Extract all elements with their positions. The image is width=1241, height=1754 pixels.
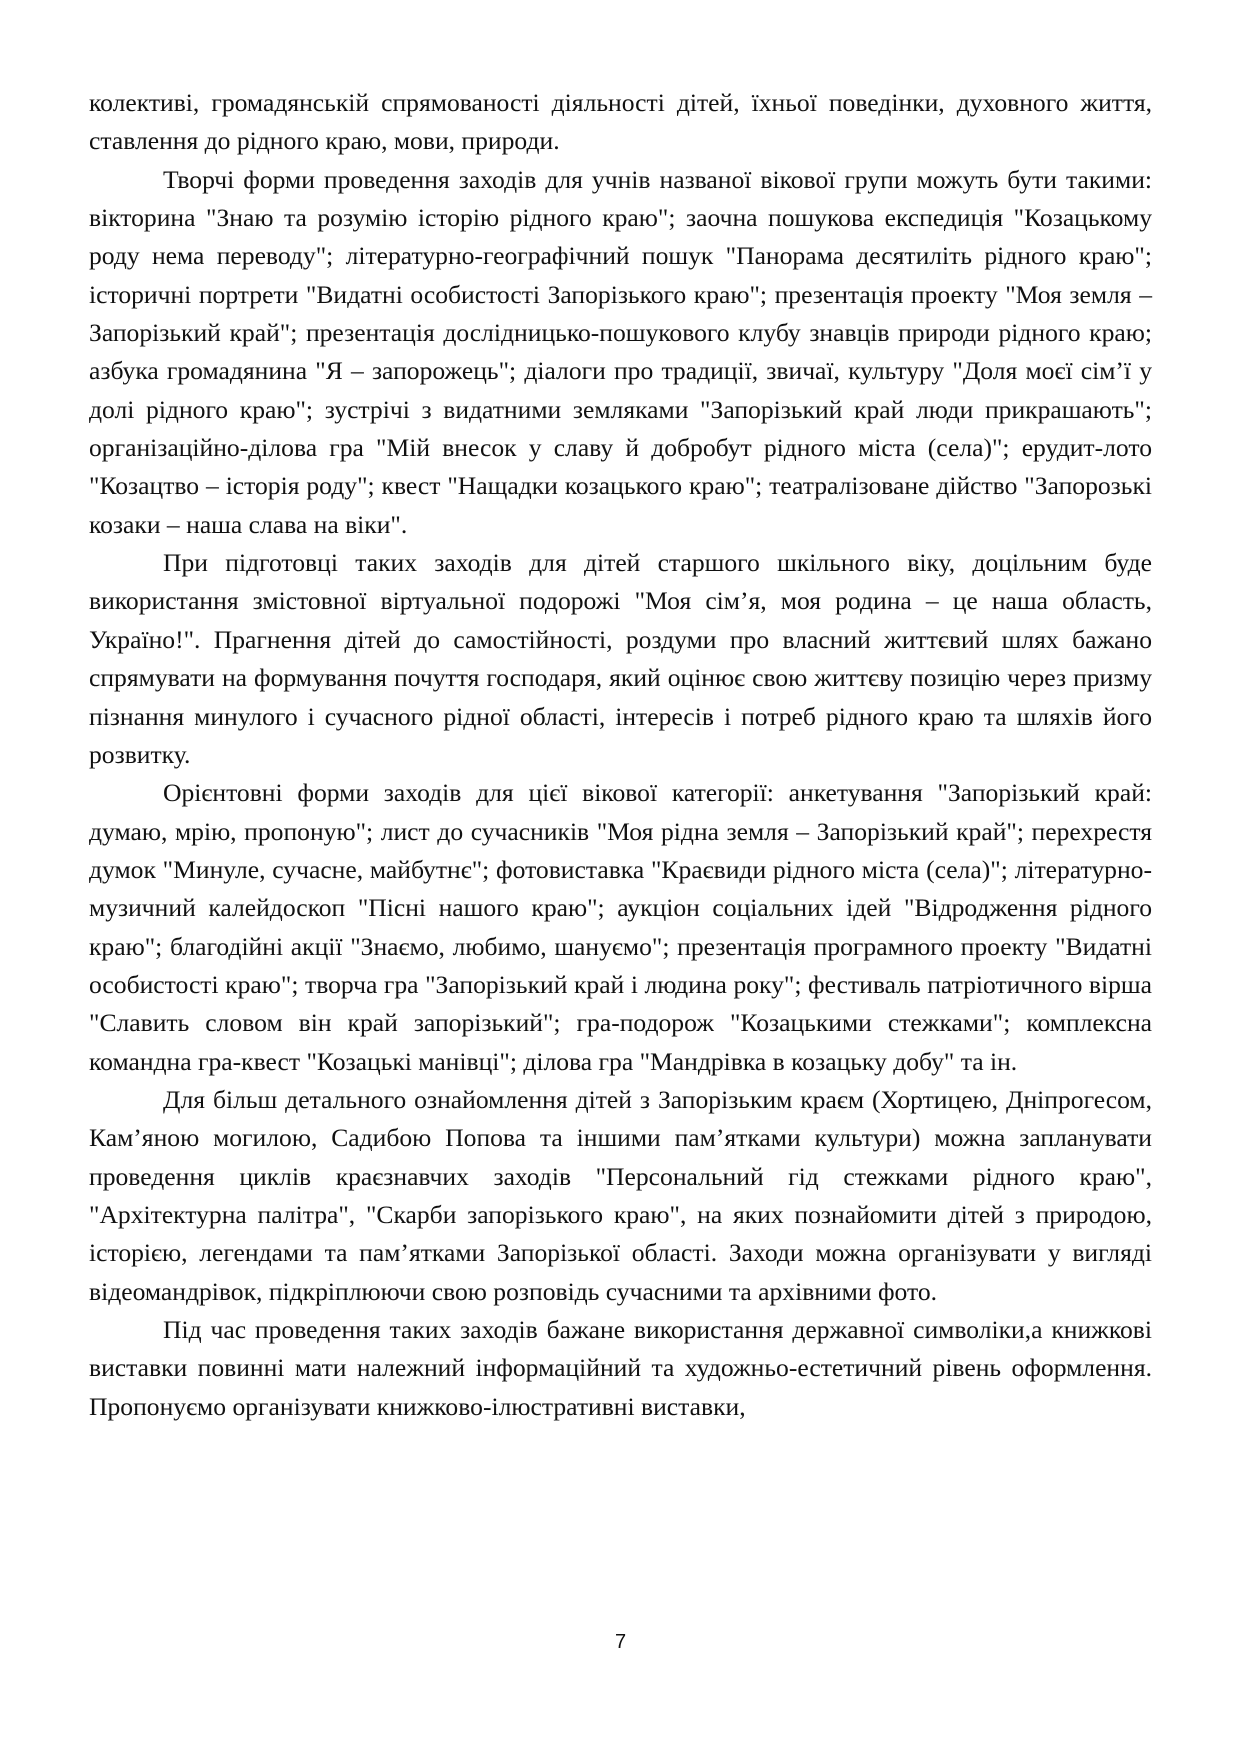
paragraph-creative-forms: Творчі форми проведення заходів для учнів названої вікової групи можуть бути такими: вікторина "Знаю та розумію історію рідного краю"; заочна пошукова експедиція "Козацькому роду нема переводу"; літературно-географічний пошук "Панорама десятиліть рідного краю"; історичні портрети "Видатні особистості Запорізького краю"; презентація проекту "Моя земля – Запорізький край"; презентація дослідницько-пошукового клубу знавців природи рідного краю; азбука громадянина "Я – запорожець"; діалоги про традиції, звичаї, культуру "Доля моєї сім’ї у долі рідного краю"; зустрічі з видатними земляками "Запорізький край люди прикрашають"; організаційно-ділова гра "Мій внесок у славу й добробут рідного міста (села)"; ерудит-лото "Козацтво – історія роду"; квест "Нащадки козацького краю"; театралізоване дійство "Запорозькі козаки – наша слава на віки". (89, 164, 1152, 539)
paragraph-approximate-forms: Орієнтовні форми заходів для цієї вікової категорії: анкетування "Запорізький край: думаю, мрію, пропоную"; лист до сучасників "Моя рідна земля – Запорізький край"; перехрестя думок "Минуле, сучасне, майбутнє"; фотовиставка "Краєвиди рідного міста (села)"; літературно-музичний калейдоскоп "Пісні нашого краю"; аукціон соціальних ідей "Відродження рідного краю"; благодійні акції "Знаємо, любимо, шануємо"; презентація програмного проекту "Видатні особистості краю"; творча гра "Запорізький край і людина року"; фестиваль патріотичного вірша "Славить словом він край запорізький"; гра-подорож "Козацькими стежками"; комплексна командна гра-квест "Козацькі манівці"; ділова гра "Мандрівка в козацьку добу" та ін. (89, 778, 1152, 1076)
paragraph-zaporizhzhia-cycles: Для більш детального ознайомлення дітей з Запорізьким краєм (Хортицею, Дніпрогесом, Кам’яною могилою, Садибою Попова та іншими пам’ятками культури) можна запланувати проведення циклів краєзнавчих заходів "Персональний гід стежками рідного краю", "Архітектурна палітра", "Скарби запорізького краю", на яких познайомити дітей з природою, історією, легендами та пам’ятками Запорізької області. Заходи можна організувати у вигляді відеомандрівок, підкріплюючи свою розповідь сучасними та архівними фото. (89, 1084, 1152, 1306)
paragraph-state-symbols: Під час проведення таких заходів бажане використання державної символіки,а книжкові виставки повинні мати належний інформаційний та художньо-естетичний рівень оформлення. Пропонуємо організувати книжково-ілюстративні виставки, (89, 1315, 1152, 1421)
paragraph-senior-age-preparation: При підготовці таких заходів для дітей старшого шкільного віку, доцільним буде використання змістовної віртуальної подорожі "Моя сім’я, моя родина – це наша область, Україно!". Прагнення дітей до самостійності, роздуми про власний життєвий шлях бажано спрямувати на формування почуття господаря, який оцінює свою життєву позицію через призму пізнання минулого і сучасного рідної області, інтересів і потреб рідного краю та шляхів його розвитку. (89, 548, 1152, 769)
page-number: 7 (614, 1631, 627, 1653)
document-body (89, 84, 1152, 1426)
paragraph-continuation: колективі, громадянській спрямованості діяльності дітей, їхньої поведінки, духовного життя, ставлення до рідного краю, мови, природи. (89, 88, 1152, 156)
